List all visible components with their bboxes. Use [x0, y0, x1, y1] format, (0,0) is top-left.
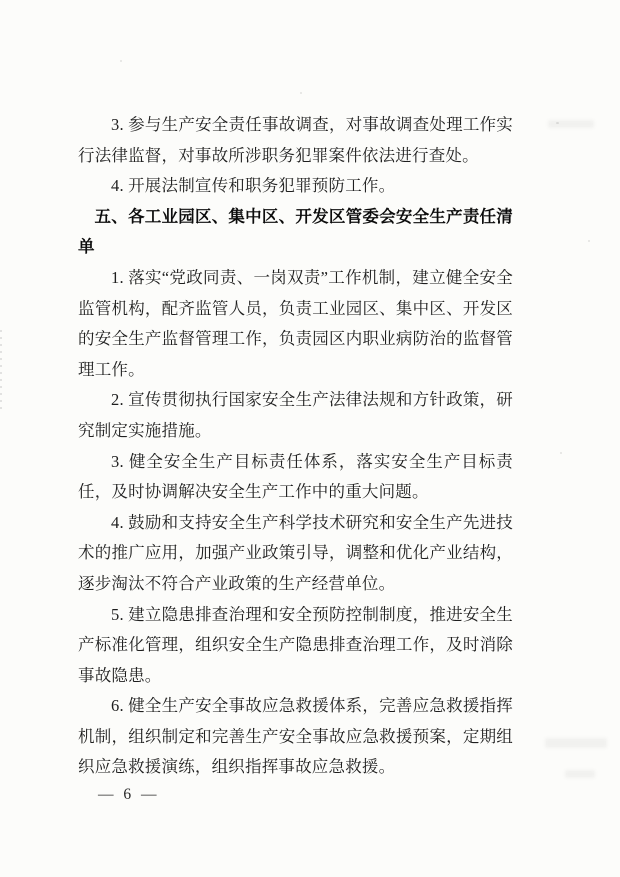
section-heading: 五、各工业园区、集中区、开发区管委会安全生产责任清单 [78, 207, 513, 257]
scan-smudge [545, 738, 607, 748]
scan-smudge [565, 770, 595, 778]
body-paragraph: 3. 参与生产安全责任事故调查，对事故调查处理工作实行法律监督，对事故所涉职务犯罪案件依法进行查处。 [78, 115, 513, 165]
scan-edge-noise [0, 330, 2, 410]
body-paragraph: 2. 宣传贯彻执行国家安全生产法律法规和方针政策，研究制定实施措施。 [78, 390, 513, 440]
scan-smudge [548, 120, 594, 128]
page-number: — 6 — [98, 786, 160, 803]
body-paragraph: 4. 开展法制宣传和职务犯罪预防工作。 [111, 176, 396, 196]
body-paragraph: 3. 健全安全生产目标责任体系，落实安全生产目标责任，及时协调解决安全生产工作中的重大问题。 [78, 451, 513, 502]
body-paragraph: 1. 落实“党政同责、一岗双责”工作机制，建立健全安全监管机构，配齐监管人员，负责工业园区、集中区、开发区的安全生产监督管理工作，负责园区内职业病防治的监督管理工作。 [78, 267, 513, 379]
document-body [78, 110, 513, 783]
body-paragraph: 5. 建立隐患排查治理和安全预防控制制度，推进安全生产标准化管理，组织安全生产隐患排查治理工作，及时消除事故隐患。 [78, 604, 513, 685]
scan-speck [588, 240, 590, 242]
scan-speck [560, 452, 562, 454]
scan-speck [120, 60, 122, 62]
body-paragraph: 4. 鼓励和支持安全生产科学技术研究和安全生产先进技术的推广应用，加强产业政策引导，调整和优化产业结构，逐步淘汰不符合产业政策的生产经营单位。 [78, 512, 513, 593]
body-paragraph: 6. 健全生产安全事故应急救援体系，完善应急救援指挥机制，组织制定和完善生产安全事故应急救援预案，定期组织应急救援演练，组织指挥事故应急救援。 [78, 696, 513, 777]
scan-speck [300, 92, 302, 94]
